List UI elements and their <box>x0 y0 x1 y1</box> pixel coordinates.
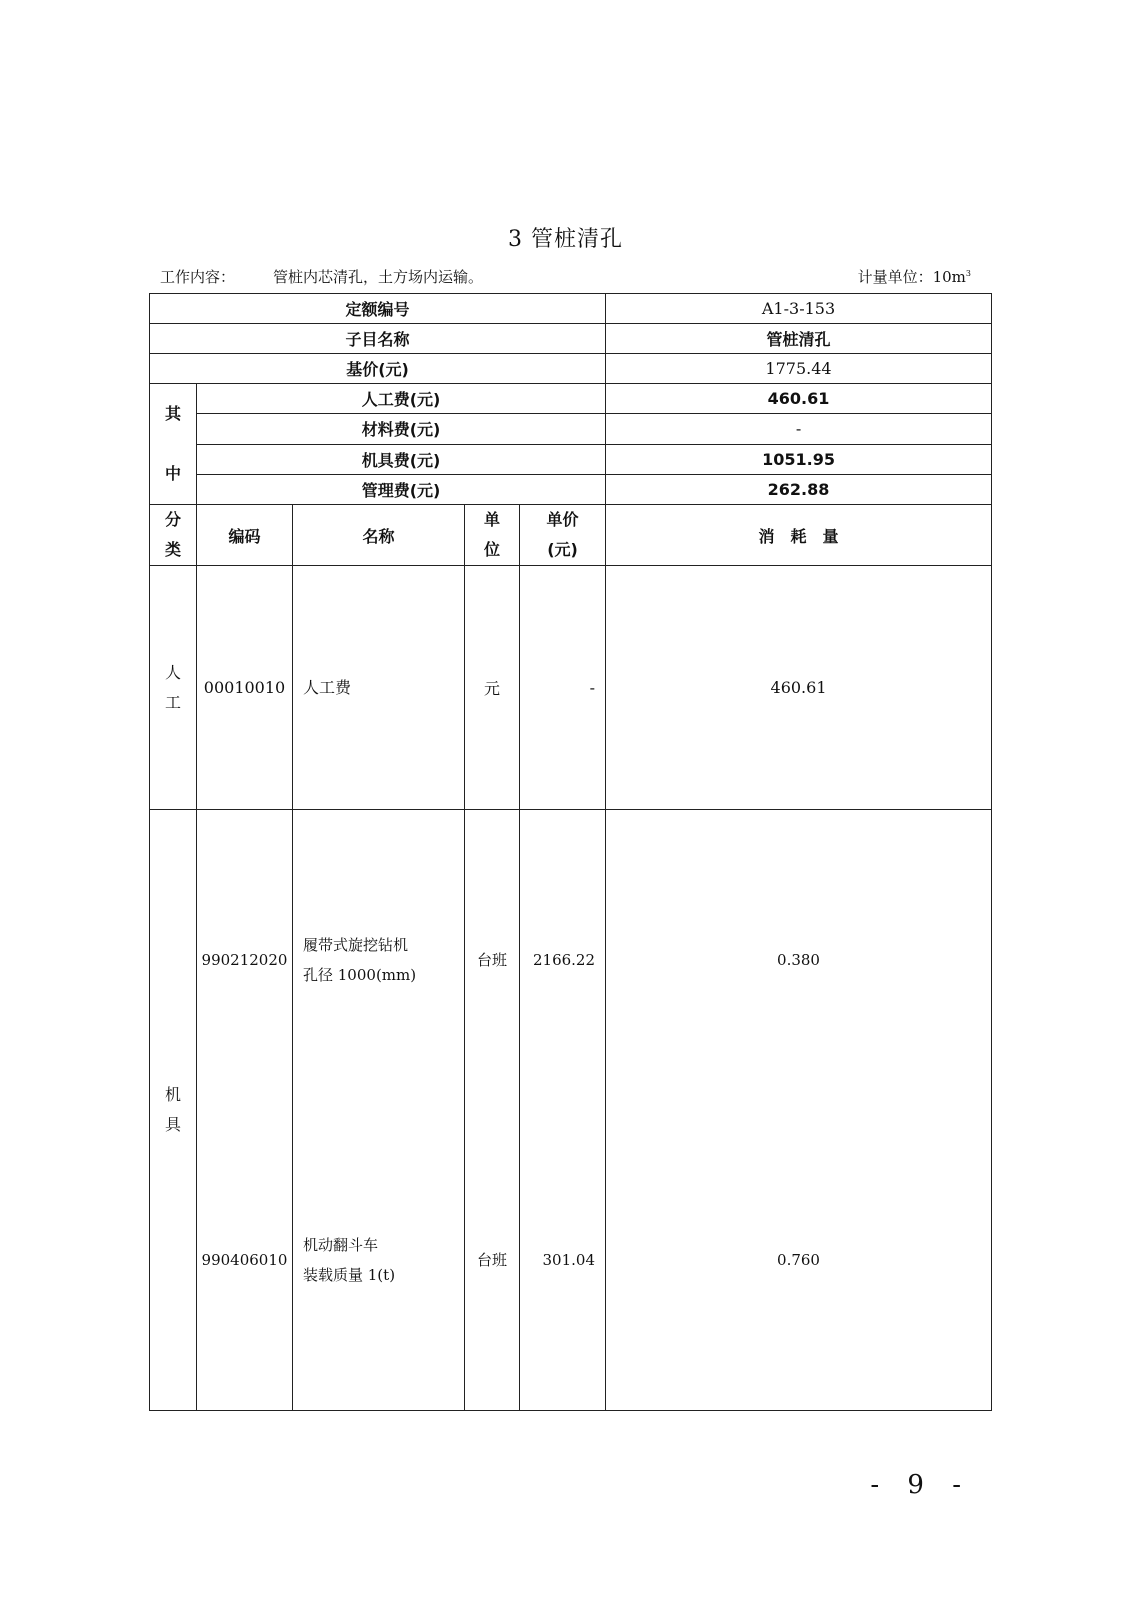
machine-2-qty: 0.760 <box>777 1251 820 1269</box>
machine-2-unit: 台班 <box>476 1251 507 1269</box>
machine-code-cell <box>197 810 293 1411</box>
machine-1-name <box>293 810 464 1110</box>
machine-category-2: 具 <box>164 1115 181 1134</box>
labor-price: - <box>520 566 606 810</box>
col-header-price-1: 单价 <box>546 510 579 529</box>
labor-category-2: 工 <box>164 692 181 712</box>
labor-category <box>150 566 197 810</box>
col-header-name: 名称 <box>293 505 465 566</box>
work-content-line <box>160 266 483 287</box>
machine-category <box>150 810 197 1411</box>
col-header-price-2: (元) <box>547 540 578 559</box>
mgmt-fee-row <box>150 474 992 504</box>
work-content-label: 工作内容： <box>160 268 236 286</box>
machine-unit-cell <box>465 810 520 1411</box>
col-header-consumption: 消 耗 量 <box>606 505 992 566</box>
machine-category-1: 机 <box>164 1085 181 1104</box>
quota-table <box>149 293 992 1411</box>
machine-qty-cell <box>606 810 992 1411</box>
machine-2-name <box>293 1110 464 1410</box>
machine-fee-label: 机具费(元) <box>197 444 606 474</box>
labor-category-1: 人 <box>164 662 181 682</box>
machine-price-cell <box>520 810 606 1411</box>
machine-2-name-line-2: 装载质量 1(t) <box>303 1266 396 1284</box>
mgmt-fee-label: 管理费(元) <box>197 474 606 504</box>
machine-fee-value: 1051.95 <box>606 444 992 474</box>
of-which-char-2: 中 <box>164 464 181 483</box>
of-which-label <box>150 384 197 505</box>
measurement-unit <box>858 266 971 287</box>
labor-name: 人工费 <box>293 566 465 810</box>
col-header-unit-2: 位 <box>483 540 500 559</box>
quota-number-row <box>150 294 992 324</box>
machine-1-price: 2166.22 <box>532 951 596 969</box>
col-header-price <box>520 505 606 566</box>
page-title: 3 管桩清孔 <box>508 227 623 252</box>
col-header-category <box>150 505 197 566</box>
labor-qty: 460.61 <box>606 566 992 810</box>
material-fee-row <box>150 414 992 444</box>
machine-1-code: 990212020 <box>201 951 288 969</box>
material-fee-label: 材料费(元) <box>197 414 606 444</box>
labor-fee-row <box>150 384 992 414</box>
machine-2-price: 301.04 <box>542 1251 596 1269</box>
labor-unit: 元 <box>465 566 520 810</box>
base-price-row <box>150 354 992 384</box>
base-price-value: 1775.44 <box>606 354 992 384</box>
item-name-value: 管桩清孔 <box>606 324 992 354</box>
machine-2-code: 990406010 <box>201 1251 288 1269</box>
page-number: - 9 - <box>870 1470 971 1500</box>
quota-number-value: A1-3-153 <box>606 294 992 324</box>
unit-label: 计量单位：10m <box>857 268 966 286</box>
machine-1-unit: 台班 <box>476 951 507 969</box>
labor-fee-value: 460.61 <box>606 384 992 414</box>
mgmt-fee-value: 262.88 <box>606 474 992 504</box>
material-fee-value: - <box>606 414 992 444</box>
item-name-label: 子目名称 <box>150 324 606 354</box>
work-content-text: 管桩内芯清孔，土方场内运输。 <box>273 268 484 286</box>
machine-name-cell <box>293 810 465 1411</box>
col-header-category-2: 类 <box>164 540 181 559</box>
of-which-char-1: 其 <box>164 404 181 423</box>
base-price-label: 基价(元) <box>150 354 606 384</box>
labor-fee-label: 人工费(元) <box>197 384 606 414</box>
col-header-unit <box>465 505 520 566</box>
labor-code: 00010010 <box>197 566 293 810</box>
col-header-unit-1: 单 <box>483 510 500 529</box>
unit-superscript: 3 <box>965 269 971 278</box>
item-name-row <box>150 324 992 354</box>
machine-1-qty: 0.380 <box>777 951 820 969</box>
machine-2-name-line-1: 机动翻斗车 <box>303 1236 379 1254</box>
machine-row-1 <box>150 810 992 1111</box>
col-header-code: 编码 <box>197 505 293 566</box>
machine-1-name-line-2: 孔径 1000(mm) <box>303 966 417 984</box>
labor-row <box>150 566 992 810</box>
col-header-category-1: 分 <box>164 510 181 529</box>
machine-1-name-line-1: 履带式旋挖钻机 <box>303 936 409 954</box>
machine-fee-row <box>150 444 992 474</box>
quota-number-label: 定额编号 <box>150 294 606 324</box>
column-header-row <box>150 505 992 566</box>
